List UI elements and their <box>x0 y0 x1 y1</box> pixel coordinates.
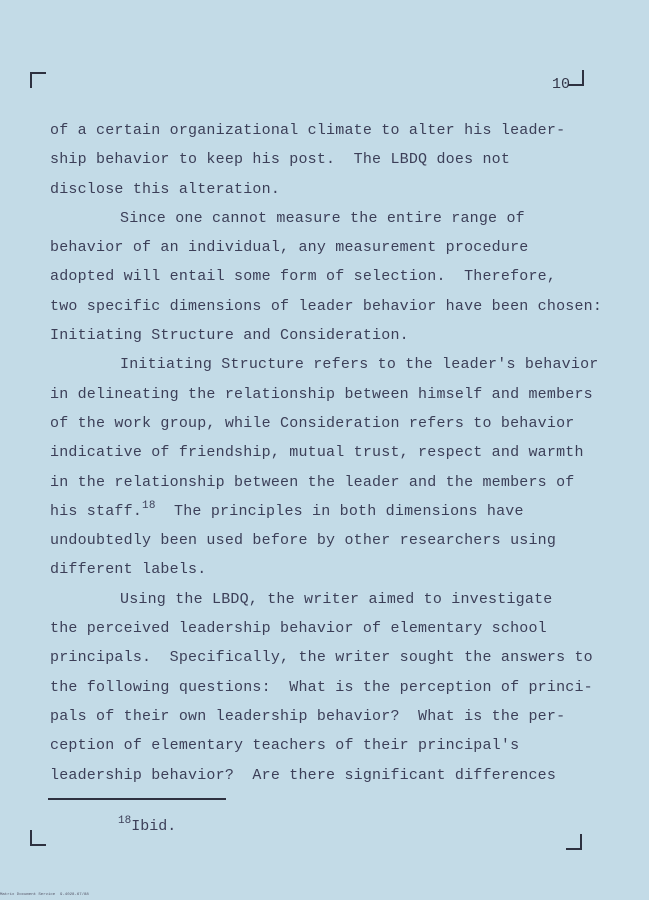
text-line: adopted will entail some form of selection. Therefore, <box>50 268 557 286</box>
text-line: ception of elementary teachers of their principal's <box>50 737 520 755</box>
text-line: indicative of friendship, mutual trust, respect and warmth <box>50 444 584 462</box>
text-line: ship behavior to keep his post. The LBDQ does not <box>50 151 511 169</box>
scan-footer-strip: Matrix Document Service 9-4028-67/88 <box>0 893 89 897</box>
text-line: pals of their own leadership behavior? What is the per- <box>50 707 566 725</box>
text-line: behavior of an individual, any measurement procedure <box>50 239 529 257</box>
footnote-separator <box>48 798 226 800</box>
text-line: leadership behavior? Are there significant differences <box>50 766 557 784</box>
footnote-text: Ibid. <box>131 818 177 835</box>
footnote <box>118 815 177 835</box>
text-line: of a certain organizational climate to alter his leader- <box>50 122 566 139</box>
text-line: the following questions: What is the perception of princi- <box>50 678 593 696</box>
text-fragment: The principles in both dimensions have <box>155 502 524 520</box>
text-line: the perceived leadership behavior of elementary school <box>50 620 547 638</box>
crop-mark-bottom-right <box>566 834 582 850</box>
text-fragment: his staff. <box>50 502 143 520</box>
text-line: two specific dimensions of leader behavior have been chosen: <box>50 297 603 315</box>
text-line: undoubtedly been used before by other researchers using <box>50 532 557 550</box>
paragraph-start-line: Since one cannot measure the entire range of <box>120 209 525 227</box>
text-line: in the relationship between the leader and the members of <box>50 473 575 491</box>
text-line: Initiating Structure and Consideration. <box>50 327 409 345</box>
text-line: in delineating the relationship between himself and members <box>50 385 593 403</box>
crop-mark-top-right <box>568 70 584 86</box>
crop-mark-top-left <box>30 72 46 88</box>
paragraph-start-line: Initiating Structure refers to the leader's behavior <box>120 356 599 374</box>
footnote-marker: 18 <box>118 815 132 827</box>
paragraph-start-line: Using the LBDQ, the writer aimed to investigate <box>120 590 553 608</box>
page-number: 10 <box>552 76 571 93</box>
crop-mark-bottom-left <box>30 830 46 846</box>
text-line: disclose this alteration. <box>50 180 281 198</box>
body-text <box>50 116 610 790</box>
text-line: different labels. <box>50 561 207 579</box>
text-line: of the work group, while Consideration refers to behavior <box>50 414 575 432</box>
text-line-with-footnote <box>50 497 610 526</box>
text-line: principals. Specifically, the writer sought the answers to <box>50 649 593 667</box>
footnote-reference: 18 <box>142 499 156 512</box>
